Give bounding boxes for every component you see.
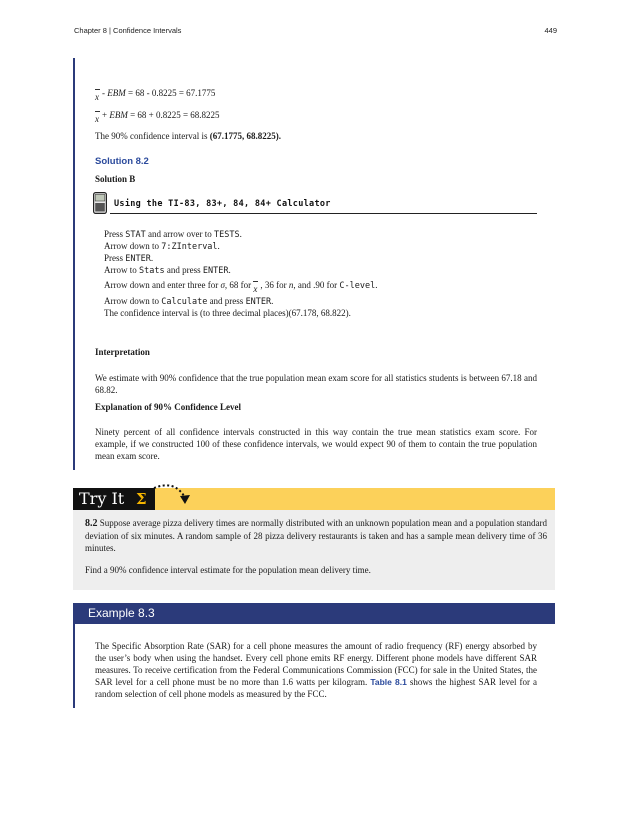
interpretation-text: We estimate with 90% confidence that the true population mean exam score for all statistics students is between 67.18 and 68.82.: [95, 373, 537, 395]
calc-step-6: Arrow down to Calculate and press ENTER.: [104, 296, 274, 307]
table-8-1-link[interactable]: Table 8.1: [370, 677, 407, 687]
confidence-interval-statement: The 90% confidence interval is (67.1775, 68.8225).: [95, 131, 281, 141]
calc-step-2: Arrow down to 7:ZInterval.: [104, 241, 220, 252]
chapter-header: Chapter 8 | Confidence Intervals: [74, 26, 182, 35]
example-left-border-bottom: [73, 624, 75, 708]
explanation-heading: Explanation of 90% Confidence Level: [95, 402, 242, 412]
calc-step-4: Arrow to Stats and press ENTER.: [104, 265, 231, 276]
try-it-problem: 8.2 Suppose average pizza delivery times are normally distributed with an unknown population mean and a population standard deviation of six minutes. A random sample of 28 pizza delivery restaurants is taken and has a sample mean delivery time of 36 minutes.: [85, 518, 547, 553]
upper-bound-equation: x + EBM = 68 + 0.8225 = 68.8225: [95, 110, 220, 124]
explanation-text: Ninety percent of all confidence intervals constructed in this way contain the true mean statistics exam score. For example, if we constructed 100 of these confidence intervals, we would expect 90 of them to contain the true population mean exam score.: [95, 427, 537, 461]
calc-step-5: Arrow down and enter three for σ, 68 for x , 36 for n, and .90 for C-level.: [104, 280, 378, 294]
calculator-title-rule: [110, 213, 537, 214]
calculator-steps: [104, 228, 378, 319]
calculator-icon: [93, 192, 107, 214]
x-bar-symbol: x: [95, 114, 102, 124]
sigma-icon: Σ: [136, 490, 147, 508]
example-title: Example 8.3: [88, 606, 155, 620]
try-it-question: Find a 90% confidence interval estimate for the population mean delivery time.: [85, 565, 371, 575]
interpretation-heading: Interpretation: [95, 347, 150, 357]
x-bar-symbol: x: [253, 284, 260, 294]
solution-heading: Solution 8.2: [95, 156, 149, 167]
x-bar-symbol: x: [95, 92, 102, 102]
example-text: The Specific Absorption Rate (SAR) for a cell phone measures the amount of radio frequency (RF) energy absorbed by the user’s body when using the handset. Every cell phone emits RF energy. Different phone models have different SAR measures. To receive certification from the Federal Communications Commission (FCC) for sale in the United States, the SAR level for a cell phone must be no more than 1.6 watts per kilogram. Table 8.1 shows the highest SAR level for a random selection of cell phone models as measured by the FCC.: [95, 641, 537, 699]
calc-step-3: Press ENTER.: [104, 253, 154, 264]
dotted-arrow-icon: [150, 482, 194, 508]
calculator-section-title: Using the TI-83, 83+, 84, 84+ Calculator: [114, 199, 331, 209]
calc-step-1: Press STAT and arrow over to TESTS.: [104, 229, 242, 240]
calc-step-7: The confidence interval is (to three decimal places)(67.178, 68.822).: [104, 308, 351, 318]
lower-bound-equation: x - EBM = 68 - 0.8225 = 67.1775: [95, 88, 216, 102]
solution-subheading: Solution B: [95, 174, 136, 184]
page-number: 449: [544, 26, 557, 35]
try-it-label: Try It: [73, 488, 155, 510]
example-left-border: [73, 58, 75, 470]
